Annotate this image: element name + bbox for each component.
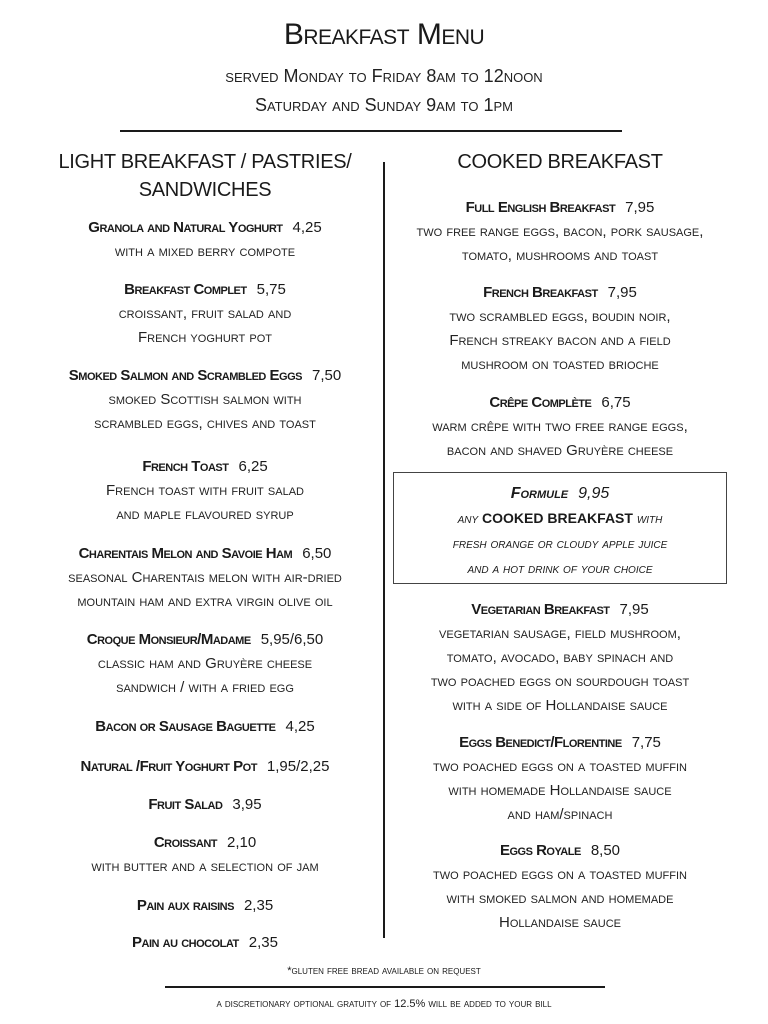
menu-item — [20, 894, 390, 918]
item-desc: bacon and shaved Gruyère cheese — [446, 442, 674, 459]
item-name: Fruit Salad — [148, 796, 223, 813]
formule-line2: fresh orange or cloudy apple juice — [452, 535, 668, 551]
menu-item — [20, 831, 390, 879]
item-desc: with a side of Hollandaise sauce — [452, 697, 668, 714]
menu-item — [20, 216, 390, 264]
menu-item — [388, 839, 732, 935]
item-name: French Toast — [142, 458, 229, 475]
item-price: 6,25 — [238, 458, 268, 475]
item-name: Smoked Salmon and Scrambled Eggs — [68, 367, 302, 384]
item-desc: two poached eggs on a toasted muffin — [433, 758, 687, 775]
formule-name: Formule — [510, 485, 569, 502]
item-name: Bacon or Sausage Baguette — [95, 718, 276, 735]
item-price: 7,95 — [619, 601, 649, 618]
item-price: 6,50 — [302, 545, 332, 562]
item-name: Eggs Royale — [499, 842, 581, 859]
hours-weekday: served Monday to Friday 8am to 12noon — [225, 66, 543, 86]
item-price: 3,95 — [232, 796, 262, 813]
item-desc: tomato, mushrooms and toast — [461, 247, 659, 264]
menu-item — [388, 391, 732, 463]
item-name: Vegetarian Breakfast — [471, 601, 610, 618]
menu-item — [20, 931, 390, 955]
item-price: 5,75 — [256, 281, 286, 298]
formule-line3: and a hot drink of your choice — [467, 560, 653, 576]
item-price: 1,95/2,25 — [266, 758, 330, 775]
item-desc: Hollandaise sauce — [499, 914, 621, 931]
item-name: Pain aux raisins — [136, 897, 234, 914]
menu-item — [388, 731, 732, 827]
item-price: 2,10 — [226, 834, 257, 851]
item-desc: classic ham and Gruyère cheese — [97, 655, 313, 672]
item-name: Crêpe Complète — [489, 394, 592, 411]
item-price: 7,95 — [607, 284, 637, 301]
menu-item — [20, 455, 390, 527]
item-name: Eggs Benedict/Florentine — [459, 734, 622, 751]
item-name: Pain au chocolat — [132, 934, 239, 951]
menu-item — [388, 281, 732, 377]
menu-item — [388, 598, 732, 718]
item-desc: smoked Scottish salmon with — [108, 391, 302, 408]
item-desc: with butter and a selection of jam — [91, 858, 319, 875]
item-desc: two poached eggs on a toasted muffin — [433, 866, 687, 883]
item-desc: with a mixed berry compote — [114, 243, 296, 260]
formule-price: 9,95 — [578, 485, 610, 502]
item-desc: tomato, avocado, baby spinach and — [446, 649, 674, 666]
menu-item — [20, 628, 390, 700]
item-price: 7,95 — [625, 199, 655, 216]
formule-line1-bold: COOKED BREAKFAST — [482, 510, 633, 526]
item-desc: croissant, fruit salad and — [118, 305, 292, 322]
menu-item — [20, 755, 390, 779]
right-column-heading: COOKED BREAKFAST — [457, 151, 663, 173]
menu-item — [20, 542, 390, 614]
item-desc: French toast with fruit salad — [106, 482, 304, 499]
item-name: Natural /Fruit Yoghurt Pot — [80, 758, 257, 775]
hours-weekend: Saturday and Sunday 9am to 1pm — [254, 95, 514, 115]
menu-item — [20, 715, 390, 739]
item-name: Charentais Melon and Savoie Ham — [78, 545, 293, 562]
item-price: 4,25 — [292, 219, 322, 236]
item-desc: French streaky bacon and a field — [449, 332, 671, 349]
item-desc: two scrambled eggs, boudin noir, — [449, 308, 671, 325]
formule-line1-pre: any — [457, 510, 479, 526]
item-desc: warm crêpe with two free range eggs, — [432, 418, 688, 435]
item-price: 5,95/6,50 — [260, 631, 324, 648]
menu-item — [20, 278, 390, 350]
item-price: 7,50 — [311, 367, 342, 384]
item-price: 4,25 — [285, 718, 315, 735]
header-divider — [120, 130, 622, 132]
gluten-note: *gluten free bread available on request — [287, 965, 481, 977]
item-desc: mountain ham and extra virgin olive oil — [77, 593, 333, 610]
gratuity-note: a discretionary optional gratuity of 12.5% will be added to your bill — [216, 998, 552, 1010]
menu-item — [20, 364, 390, 436]
menu-item — [388, 196, 732, 268]
item-desc: vegetarian sausage, field mushroom, — [439, 625, 681, 642]
item-desc: with homemade Hollandaise sauce — [448, 782, 672, 799]
item-name: Granola and Natural Yoghurt — [88, 219, 283, 236]
item-price: 8,50 — [590, 842, 621, 859]
formule-line1-post: with — [636, 510, 663, 526]
item-name: Croissant — [153, 834, 217, 851]
item-price: 2,35 — [248, 934, 278, 951]
item-desc: and ham/spinach — [507, 806, 613, 823]
item-price: 6,75 — [601, 394, 631, 411]
item-desc: sandwich / with a fried egg — [116, 679, 294, 696]
item-desc: French yoghurt pot — [137, 329, 273, 346]
formule-box — [393, 472, 727, 584]
item-name: Breakfast Complet — [124, 281, 247, 298]
item-name: Full English Breakfast — [465, 199, 616, 216]
left-column-heading: LIGHT BREAKFAST / PASTRIES/ SANDWICHES — [58, 151, 352, 201]
menu-item — [20, 793, 390, 817]
item-desc: with smoked salmon and homemade — [446, 890, 674, 907]
item-name: French Breakfast — [483, 284, 598, 301]
item-desc: two free range eggs, bacon, pork sausage, — [416, 223, 704, 240]
page-title: Breakfast Menu — [283, 18, 485, 51]
item-price: 2,35 — [243, 897, 274, 914]
item-desc: seasonal Charentais melon with air-dried — [68, 569, 342, 586]
item-name: Croque Monsieur/Madame — [86, 631, 251, 648]
item-price: 7,75 — [631, 734, 661, 751]
item-desc: and maple flavoured syrup — [116, 506, 294, 523]
item-desc: two poached eggs on sourdough toast — [430, 673, 690, 690]
item-desc: scrambled eggs, chives and toast — [94, 415, 316, 432]
item-desc: mushroom on toasted brioche — [461, 356, 659, 373]
footer-divider — [165, 986, 605, 988]
